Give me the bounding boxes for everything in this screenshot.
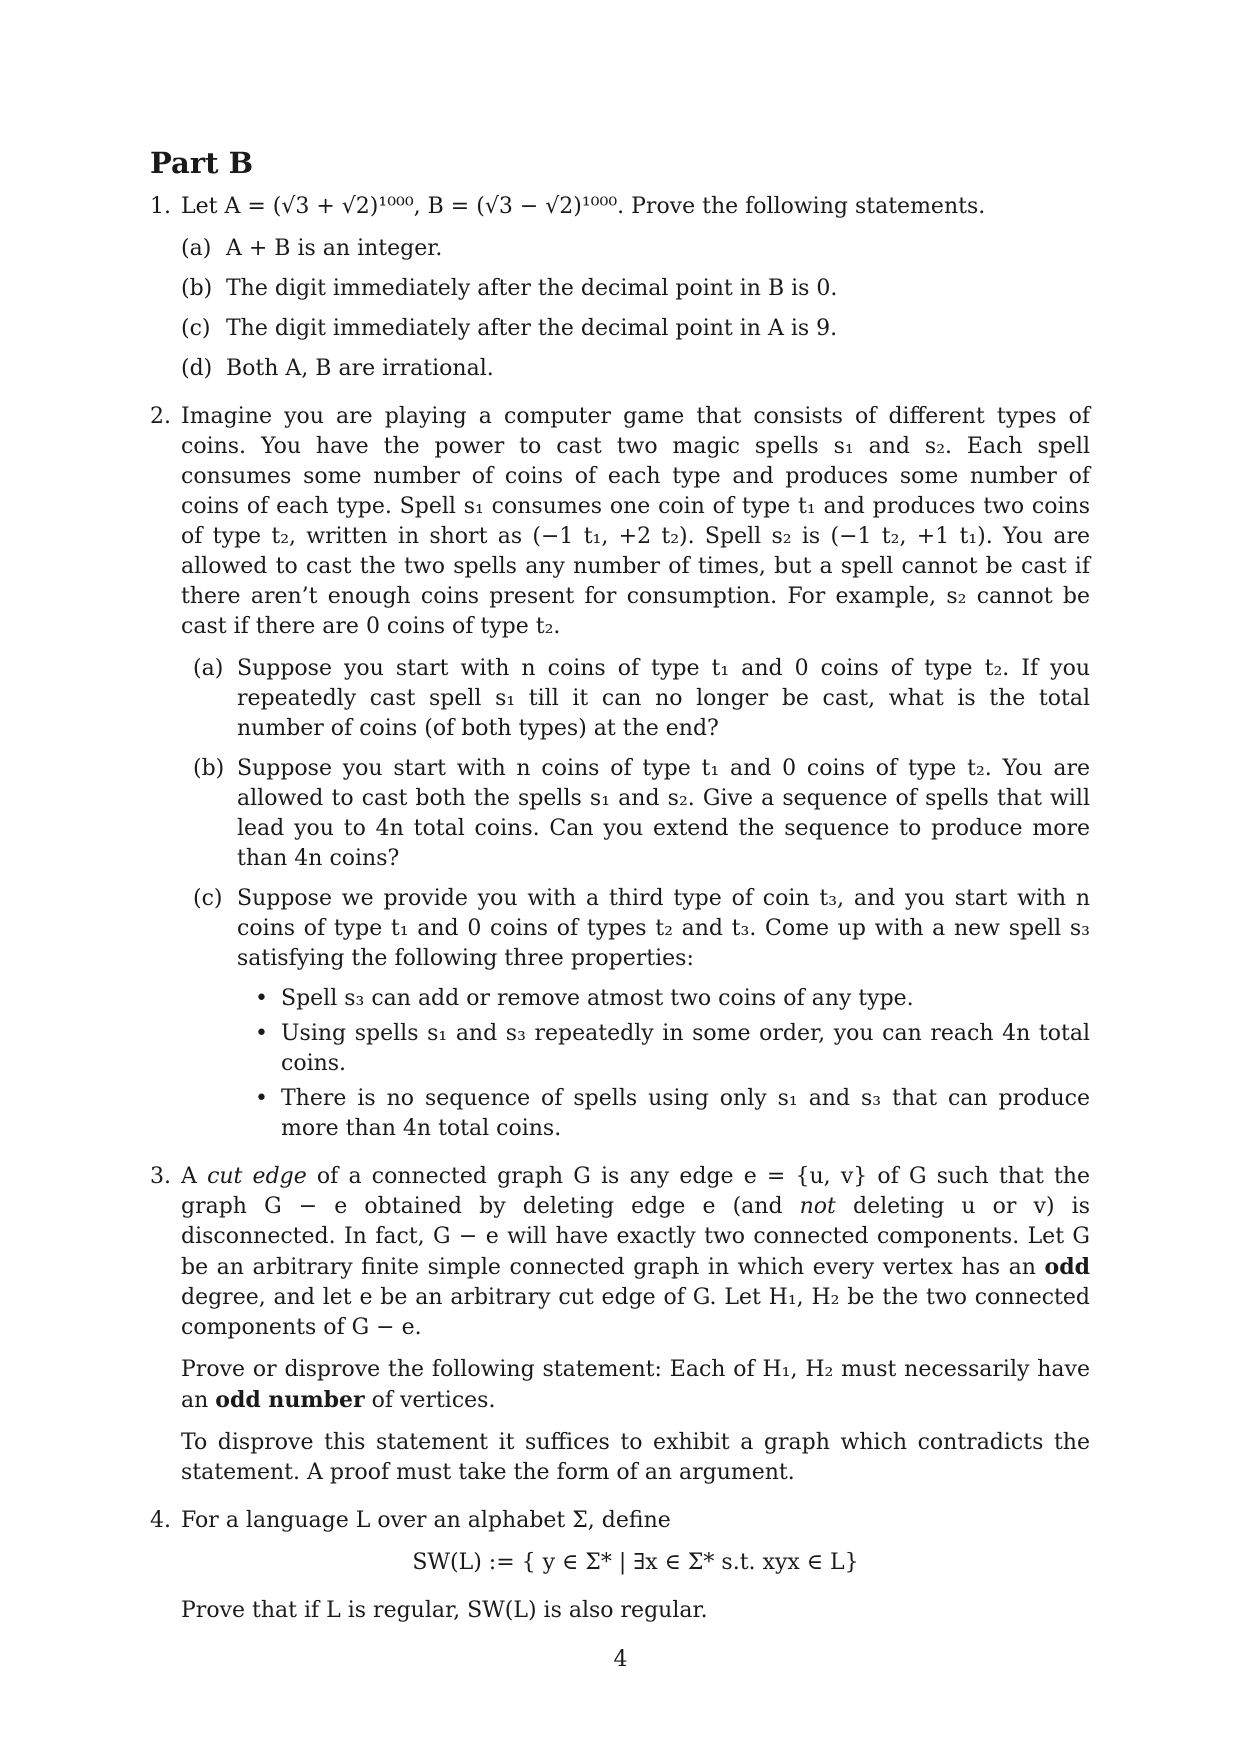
sub-question-text: The digit immediately after the decimal point in A is 9. bbox=[226, 316, 838, 341]
sub-question bbox=[181, 314, 1090, 344]
section-title: Part B bbox=[150, 146, 254, 180]
text-run: Prove or disprove the following statement: Each of H₁, H₂ must necessarily have an bbox=[181, 1357, 1090, 1413]
bullet-icon: • bbox=[255, 1086, 268, 1111]
sub-question-text: Suppose we provide you with a third type of coin t₃, and you start with n coins of type t₁ and 0 coins of types t₂ and t₃. Come up with a new spell s₃ satisfying the following three properties: bbox=[237, 886, 1090, 971]
text-run: deleting u or v) is disconnected. In fact, G − e will have exactly two connected components. Let G be an arbitrary finite simple connected graph in which every vertex has an bbox=[181, 1194, 1090, 1280]
page-content bbox=[150, 140, 1090, 1644]
problem-intro: For a language L over an alphabet Σ, define bbox=[181, 1508, 671, 1533]
emphasis-not: not bbox=[799, 1194, 836, 1219]
property-text: Using spells s₁ and s₃ repeatedly in some order, you can reach 4n total coins. bbox=[281, 1021, 1090, 1076]
display-formula: SW(L) := { y ∈ Σ* | ∃x ∈ Σ* s.t. xyx ∈ L} bbox=[412, 1550, 859, 1575]
problem-number: 4. bbox=[150, 1508, 171, 1533]
problem-3 bbox=[150, 1162, 1090, 1488]
problem-intro: Let A = (√3 + √2)¹⁰⁰⁰, B = (√3 − √2)¹⁰⁰⁰. Prove the following statements. bbox=[181, 194, 986, 219]
sub-question-text: Both A, B are irrational. bbox=[226, 356, 494, 381]
sub-question-list bbox=[181, 234, 1090, 384]
emphasis-odd-number: odd number bbox=[215, 1387, 365, 1413]
sub-question-label: (a) bbox=[193, 656, 224, 681]
sub-question-label: (c) bbox=[193, 886, 223, 911]
emphasis-odd: odd bbox=[1044, 1254, 1090, 1280]
sub-question-label: (d) bbox=[181, 356, 213, 381]
sub-question bbox=[181, 354, 1090, 384]
sub-question-label: (a) bbox=[181, 236, 212, 261]
problem-number: 3. bbox=[150, 1164, 171, 1189]
problem-paragraph-2 bbox=[181, 1355, 1090, 1416]
sub-question bbox=[193, 754, 1090, 874]
property-text: Spell s₃ can add or remove atmost two coins of any type. bbox=[281, 986, 914, 1011]
property-text: There is no sequence of spells using only s₁ and s₃ that can produce more than 4n total coins. bbox=[281, 1086, 1090, 1141]
sub-question bbox=[181, 274, 1090, 304]
sub-question bbox=[181, 234, 1090, 264]
problem-paragraph-1 bbox=[181, 1162, 1090, 1343]
problem-number: 2. bbox=[150, 404, 171, 429]
list-item bbox=[237, 1019, 1090, 1079]
bullet-icon: • bbox=[255, 986, 268, 1011]
sub-question bbox=[193, 884, 1090, 1144]
sub-question-label: (c) bbox=[181, 316, 211, 341]
sub-question-text: Suppose you start with n coins of type t₁ and 0 coins of type t₂. If you repeatedly cast spell s₁ till it can no longer be cast, what is the total number of coins (of both types) at the end? bbox=[237, 656, 1090, 741]
problem-4 bbox=[150, 1506, 1090, 1626]
bullet-icon: • bbox=[255, 1021, 268, 1046]
text-run: of a connected graph G is any edge e = {u, v} of G such that the graph G − e obtained by deleting edge e (and bbox=[181, 1164, 1090, 1219]
problem-2 bbox=[150, 402, 1090, 1144]
problem-conclusion: Prove that if L is regular, SW(L) is also regular. bbox=[181, 1598, 708, 1623]
sub-question-list bbox=[193, 654, 1090, 1144]
sub-question-text: The digit immediately after the decimal point in B is 0. bbox=[226, 276, 838, 301]
text-run: degree, and let e be an arbitrary cut edge of G. Let H₁, H₂ be the two connected components of G − e. bbox=[181, 1285, 1090, 1340]
sub-question-text: Suppose you start with n coins of type t₁ and 0 coins of type t₂. You are allowed to cast both the spells s₁ and s₂. Give a sequence of spells that will lead you to 4n total coins. Can you extend the sequence to produce more than 4n coins? bbox=[237, 756, 1090, 871]
sub-question-label: (b) bbox=[193, 756, 225, 781]
sub-question-label: (b) bbox=[181, 276, 213, 301]
property-list bbox=[237, 984, 1090, 1144]
problem-paragraph-3: To disprove this statement it suffices to exhibit a graph which contradicts the statement. A proof must take the form of an argument. bbox=[181, 1430, 1090, 1485]
problem-intro: Imagine you are playing a computer game that consists of different types of coins. You have the power to cast two magic spells s₁ and s₂. Each spell consumes some number of coins of each type and produces some number of coins of each type. Spell s₁ consumes one coin of type t₁ and produces two coins of type t₂, written in short as (−1 t₁, +2 t₂). Spell s₂ is (−1 t₂, +1 t₁). You are allowed to cast the two spells any number of times, but a spell cannot be cast if there aren’t enough coins present for consumption. For example, s₂ cannot be cast if there are 0 coins of type t₂. bbox=[181, 404, 1090, 639]
sub-question-text: A + B is an integer. bbox=[226, 236, 443, 261]
page-number: 4 bbox=[613, 1647, 628, 1672]
term-cut-edge: cut edge bbox=[207, 1164, 307, 1189]
text-run: A bbox=[181, 1164, 208, 1189]
list-item bbox=[237, 1084, 1090, 1144]
list-item bbox=[237, 984, 1090, 1014]
text-run: of vertices. bbox=[364, 1388, 496, 1413]
problem-number: 1. bbox=[150, 194, 171, 219]
problem-1 bbox=[150, 192, 1090, 384]
sub-question bbox=[193, 654, 1090, 744]
